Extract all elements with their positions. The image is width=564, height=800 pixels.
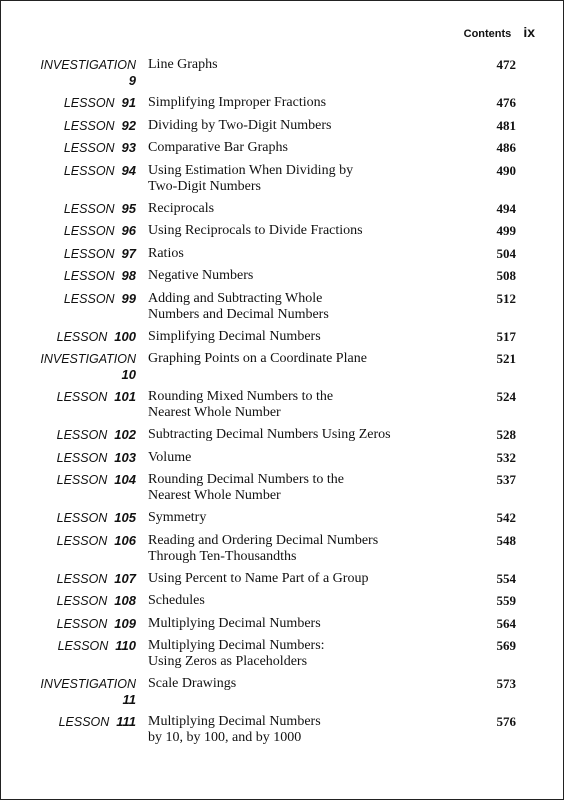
entry-page-number: 528 bbox=[496, 427, 516, 442]
entry-number: 105 bbox=[114, 510, 136, 525]
entry-page-number: 517 bbox=[496, 328, 516, 344]
toc-lesson-entry bbox=[0, 714, 564, 752]
entry-page-number: 504 bbox=[496, 245, 516, 261]
entry-title-line: Subtracting Decimal Numbers Using Zeros bbox=[148, 427, 391, 442]
entry-title-line: Multiplying Decimal Numbers bbox=[148, 615, 321, 631]
entry-kind: LESSON bbox=[63, 291, 115, 306]
entry-number: 9 bbox=[128, 73, 136, 88]
toc-lesson-entry bbox=[0, 201, 564, 224]
entry-number: 99 bbox=[121, 290, 136, 306]
entry-title-line: Using Percent to Name Part of a Group bbox=[148, 570, 369, 586]
entry-title-line: Symmetry bbox=[148, 510, 207, 525]
entry-label bbox=[0, 57, 136, 89]
toc-lesson-entry bbox=[0, 268, 564, 291]
entry-kind: LESSON bbox=[57, 639, 109, 653]
entry-title bbox=[148, 57, 468, 73]
entry-page-number: 521 bbox=[496, 351, 516, 366]
entry-kind: LESSON bbox=[56, 511, 108, 525]
entry-number: 92 bbox=[121, 117, 136, 133]
entry-title-line: Comparative Bar Graphs bbox=[148, 140, 288, 155]
entry-title-line: Nearest Whole Number bbox=[148, 405, 281, 420]
toc-lesson-entry bbox=[0, 638, 564, 676]
entry-title-line: Numbers and Decimal Numbers bbox=[148, 306, 329, 322]
entry-kind: LESSON bbox=[56, 594, 108, 608]
entry-title bbox=[148, 638, 468, 670]
entry-kind: LESSON bbox=[56, 450, 108, 465]
toc-lesson-entry bbox=[0, 616, 564, 639]
entry-title-line: Rounding Decimal Numbers to the bbox=[148, 472, 344, 487]
toc-lesson-entry bbox=[0, 450, 564, 473]
entry-page-number: 576 bbox=[496, 714, 516, 729]
entry-title-line: Ratios bbox=[148, 245, 184, 261]
entry-page-number: 554 bbox=[496, 570, 516, 586]
entry-number: 108 bbox=[114, 593, 136, 608]
entry-kind: INVESTIGATION bbox=[40, 352, 136, 366]
entry-title-line: Two-Digit Numbers bbox=[148, 178, 261, 194]
entry-kind: LESSON bbox=[56, 473, 108, 487]
entry-page-number: 569 bbox=[496, 638, 516, 653]
entry-title bbox=[148, 95, 468, 111]
entry-number: 93 bbox=[121, 140, 136, 155]
entry-title bbox=[148, 450, 468, 466]
entry-number: 102 bbox=[114, 427, 136, 442]
entry-page-number: 559 bbox=[496, 593, 516, 608]
entry-title bbox=[148, 291, 468, 323]
entry-title bbox=[148, 533, 468, 565]
entry-kind: LESSON bbox=[56, 571, 108, 586]
entry-title bbox=[148, 616, 468, 632]
toc-lesson-entry bbox=[0, 291, 564, 329]
entry-title bbox=[148, 676, 468, 692]
entry-kind: LESSON bbox=[63, 96, 115, 110]
entry-title-line: Volume bbox=[148, 449, 192, 465]
entry-number: 107 bbox=[114, 570, 136, 586]
entry-kind: LESSON bbox=[63, 163, 115, 178]
entry-kind: LESSON bbox=[56, 533, 108, 548]
entry-title bbox=[148, 246, 468, 262]
toc-lesson-entry bbox=[0, 246, 564, 269]
toc-lesson-entry bbox=[0, 140, 564, 163]
entry-title bbox=[148, 714, 468, 746]
entry-number: 106 bbox=[114, 532, 136, 548]
toc-lesson-entry bbox=[0, 118, 564, 141]
entry-kind: LESSON bbox=[58, 715, 110, 729]
page-number: ix bbox=[523, 24, 535, 40]
entry-page-number: 542 bbox=[496, 510, 516, 525]
entry-label bbox=[0, 291, 136, 307]
entry-page-number: 537 bbox=[496, 472, 516, 487]
toc-lesson-entry bbox=[0, 510, 564, 533]
entry-title bbox=[148, 472, 468, 504]
entry-title-line: Multiplying Decimal Numbers: bbox=[148, 638, 325, 653]
entry-title-line: Dividing by Two-Digit Numbers bbox=[148, 117, 332, 133]
entry-kind: LESSON bbox=[56, 390, 108, 404]
entry-number: 97 bbox=[121, 245, 136, 261]
entry-title-line: Using Reciprocals to Divide Fractions bbox=[148, 223, 363, 238]
entry-title-line: Negative Numbers bbox=[148, 268, 254, 283]
entry-number: 96 bbox=[121, 223, 136, 238]
entry-label bbox=[0, 351, 136, 383]
entry-title-line: Scale Drawings bbox=[148, 676, 237, 691]
toc-investigation-entry bbox=[0, 57, 564, 95]
entry-title bbox=[148, 593, 468, 609]
entry-title-line: Reciprocals bbox=[148, 200, 215, 216]
entry-page-number: 476 bbox=[496, 95, 516, 110]
entry-page-number: 512 bbox=[496, 290, 516, 306]
entry-title-line: Reading and Ordering Decimal Numbers bbox=[148, 532, 379, 548]
entry-title bbox=[148, 329, 468, 345]
toc-lesson-entry bbox=[0, 427, 564, 450]
entry-title-line: Rounding Mixed Numbers to the bbox=[148, 389, 334, 404]
entry-title bbox=[148, 427, 468, 443]
entry-page-number: 494 bbox=[496, 200, 516, 216]
entry-title bbox=[148, 140, 468, 156]
entry-title bbox=[148, 268, 468, 284]
entry-label bbox=[0, 118, 136, 134]
entry-number: 94 bbox=[121, 162, 136, 178]
entry-number: 111 bbox=[116, 714, 136, 729]
entry-number: 10 bbox=[121, 367, 136, 382]
entry-title bbox=[148, 118, 468, 134]
entry-kind: LESSON bbox=[63, 269, 115, 283]
entry-page-number: 508 bbox=[496, 268, 516, 283]
entry-label bbox=[0, 246, 136, 262]
entry-page-number: 532 bbox=[496, 449, 516, 465]
toc-investigation-entry bbox=[0, 676, 564, 714]
entry-label bbox=[0, 201, 136, 217]
entry-label bbox=[0, 510, 136, 526]
entry-page-number: 548 bbox=[496, 532, 516, 548]
entry-number: 109 bbox=[114, 615, 136, 631]
entry-number: 91 bbox=[121, 95, 136, 110]
entry-kind: INVESTIGATION bbox=[40, 677, 136, 691]
entry-number: 11 bbox=[122, 692, 136, 707]
toc-lesson-entry bbox=[0, 329, 564, 352]
entry-label bbox=[0, 329, 136, 345]
entry-title bbox=[148, 223, 468, 239]
entry-page-number: 490 bbox=[496, 162, 516, 178]
entry-kind: INVESTIGATION bbox=[40, 58, 136, 72]
entry-title bbox=[148, 510, 468, 526]
entry-number: 95 bbox=[121, 200, 136, 216]
entry-kind: LESSON bbox=[63, 224, 115, 238]
toc-lesson-entry bbox=[0, 389, 564, 427]
entry-title-line: Using Zeros as Placeholders bbox=[148, 654, 308, 669]
entry-label bbox=[0, 95, 136, 111]
entry-label bbox=[0, 389, 136, 405]
entry-label bbox=[0, 676, 136, 708]
entry-title-line: Multiplying Decimal Numbers bbox=[148, 714, 321, 729]
entry-page-number: 573 bbox=[496, 676, 516, 691]
entry-page-number: 499 bbox=[496, 223, 516, 238]
entry-number: 103 bbox=[114, 449, 136, 465]
entry-title-line: Through Ten-Thousandths bbox=[148, 548, 297, 564]
entry-title bbox=[148, 389, 468, 421]
entry-label bbox=[0, 472, 136, 488]
entry-title-line: Schedules bbox=[148, 593, 205, 608]
entry-kind: LESSON bbox=[56, 616, 108, 631]
entry-label bbox=[0, 571, 136, 587]
entry-label bbox=[0, 268, 136, 284]
toc-lesson-entry bbox=[0, 223, 564, 246]
entry-title-line: Using Estimation When Dividing by bbox=[148, 162, 354, 178]
entry-title bbox=[148, 571, 468, 587]
toc-lesson-entry bbox=[0, 571, 564, 594]
entry-title-line: Simplifying Decimal Numbers bbox=[148, 328, 321, 344]
entry-label bbox=[0, 593, 136, 609]
toc-lesson-entry bbox=[0, 593, 564, 616]
toc-lesson-entry bbox=[0, 472, 564, 510]
toc-lesson-entry bbox=[0, 95, 564, 118]
entry-title-line: Graphing Points on a Coordinate Plane bbox=[148, 351, 367, 366]
entry-title bbox=[148, 201, 468, 217]
entry-label bbox=[0, 140, 136, 156]
entry-label bbox=[0, 163, 136, 179]
entry-title-line: Simplifying Improper Fractions bbox=[148, 95, 327, 110]
entry-label bbox=[0, 714, 136, 730]
entry-number: 100 bbox=[114, 328, 136, 344]
entry-number: 101 bbox=[114, 389, 136, 404]
entry-label bbox=[0, 638, 136, 654]
entry-title bbox=[148, 163, 468, 195]
entry-kind: LESSON bbox=[56, 428, 108, 442]
page-header bbox=[464, 24, 535, 40]
entry-number: 98 bbox=[121, 268, 136, 283]
entry-kind: LESSON bbox=[63, 201, 115, 216]
entry-page-number: 481 bbox=[496, 117, 516, 133]
entry-page-number: 486 bbox=[496, 140, 516, 155]
entry-kind: LESSON bbox=[63, 118, 115, 133]
entry-title-line: Nearest Whole Number bbox=[148, 488, 281, 503]
entry-page-number: 524 bbox=[496, 389, 516, 404]
toc-lesson-entry bbox=[0, 163, 564, 201]
entry-page-number: 472 bbox=[496, 57, 516, 72]
entry-kind: LESSON bbox=[63, 141, 115, 155]
entry-title-line: Line Graphs bbox=[148, 57, 218, 72]
entry-label bbox=[0, 427, 136, 443]
entry-label bbox=[0, 450, 136, 466]
entry-page-number: 564 bbox=[496, 615, 516, 631]
entry-label bbox=[0, 616, 136, 632]
entry-label bbox=[0, 223, 136, 239]
entry-title bbox=[148, 351, 468, 367]
section-title: Contents bbox=[463, 28, 512, 40]
entry-kind: LESSON bbox=[56, 329, 108, 344]
toc-investigation-entry bbox=[0, 351, 564, 389]
toc-lesson-entry bbox=[0, 533, 564, 571]
entry-title-line: by 10, by 100, and by 1000 bbox=[148, 730, 302, 745]
entry-label bbox=[0, 533, 136, 549]
entry-kind: LESSON bbox=[63, 246, 115, 261]
entry-number: 104 bbox=[114, 472, 136, 487]
entry-number: 110 bbox=[115, 638, 136, 653]
entry-title-line: Adding and Subtracting Whole bbox=[148, 290, 323, 306]
